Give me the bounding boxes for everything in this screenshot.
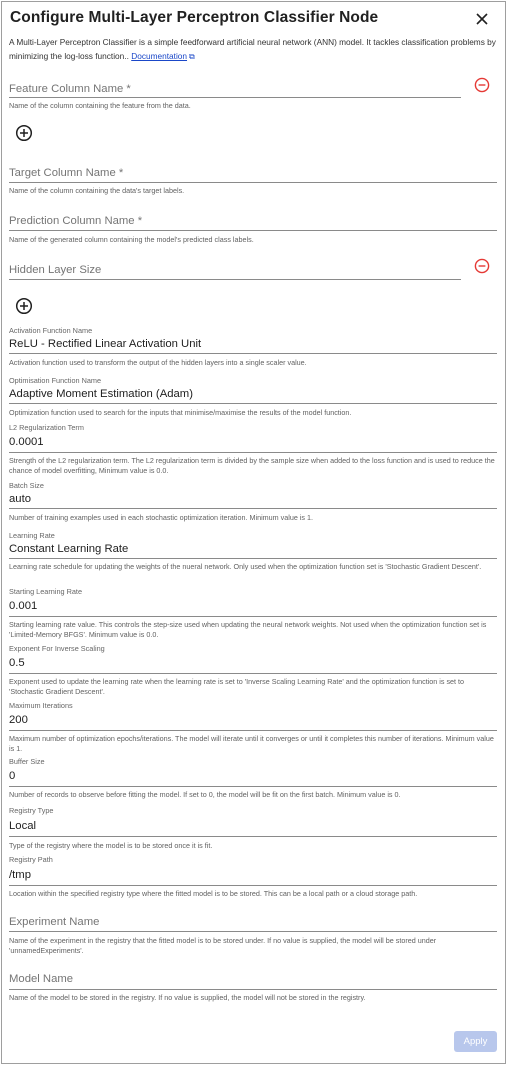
apply-button[interactable]: Apply [454, 1031, 497, 1052]
dialog-title: Configure Multi-Layer Perceptron Classifier Node [10, 9, 379, 26]
hidden-layer-field[interactable] [9, 263, 461, 283]
registry-path-help: Location within the specified registry type where the fitted model is to be stored. This can be a local path or a cloud storage path. [9, 889, 418, 898]
buffer-size-underline [9, 786, 497, 787]
exponent-underline [9, 673, 497, 674]
feature-column-input[interactable]: Feature Column Name * [9, 83, 131, 95]
buffer-size-label: Buffer Size [9, 757, 45, 766]
activation-function-field[interactable] [9, 326, 497, 368]
registry-type-help: Type of the registry where the model is to be stored once it is fit. [9, 841, 213, 850]
target-column-underline [9, 182, 497, 183]
experiment-name-help: Name of the experiment in the registry that the fitted model is to be stored under. If no value is supplied, the model will be stored under 'unnamedExperiments'. [9, 936, 437, 955]
learning-rate-label: Learning Rate [9, 531, 55, 540]
starting-learning-rate-field[interactable] [9, 587, 497, 639]
close-icon [476, 13, 488, 25]
optimisation-function-underline [9, 403, 497, 404]
activation-function-label: Activation Function Name [9, 326, 93, 335]
batch-size-label: Batch Size [9, 481, 44, 490]
model-name-field[interactable] [9, 972, 497, 1004]
model-name-input[interactable]: Model Name [9, 973, 74, 985]
exponent-field[interactable] [9, 644, 497, 696]
l2-regularization-label: L2 Regularization Term [9, 423, 84, 432]
feature-column-field[interactable] [9, 80, 461, 112]
activation-function-help: Activation function used to transform the output of the hidden layers into a single scaler value. [9, 358, 307, 367]
target-column-help: Name of the column containing the data's target labels. [9, 186, 185, 195]
optimisation-function-label: Optimisation Function Name [9, 376, 102, 385]
target-column-field[interactable] [9, 165, 497, 197]
dialog-description [9, 35, 497, 64]
external-link-icon: ⧉ [189, 52, 195, 61]
hidden-layer-input[interactable]: Hidden Layer Size [9, 264, 102, 276]
optimisation-function-help: Optimization function used to search for the inputs that minimise/maximise the results of the model function. [9, 408, 352, 417]
documentation-link[interactable]: Documentation [131, 51, 188, 61]
registry-path-underline [9, 885, 497, 886]
batch-size-help: Number of training examples used in each stochastic optimization iteration. Minimum value is 1. [9, 513, 314, 522]
experiment-name-underline [9, 931, 497, 932]
learning-rate-field[interactable] [9, 531, 497, 583]
max-iterations-label: Maximum Iterations [9, 701, 73, 710]
max-iterations-underline [9, 730, 497, 731]
configure-node-dialog [1, 1, 506, 1064]
feature-column-underline [9, 97, 461, 98]
exponent-label: Exponent For Inverse Scaling [9, 644, 105, 653]
hidden-layer-underline [9, 279, 461, 280]
learning-rate-help: Learning rate schedule for updating the weights of the nueral network. Only used when the optimization function set is 'Stochastic Gradient Descent'. [9, 562, 482, 571]
target-column-input[interactable]: Target Column Name * [9, 167, 124, 179]
l2-regularization-help: Strength of the L2 regularization term. The L2 regularization term is divided by the sample size when added to the loss function and is used to reduce the chance of model overfitting, Minimum value is 0.0. [9, 456, 495, 475]
buffer-size-help: Number of records to observe before fitting the model. If set to 0, the model will be fit on the first batch. Minimum value is 0. [9, 790, 401, 799]
prediction-column-field[interactable] [9, 214, 497, 246]
buffer-size-field[interactable] [9, 757, 497, 801]
prediction-column-underline [9, 230, 497, 231]
starting-learning-rate-help: Starting learning rate value. This controls the step-size used when updating the neural network weights. Not used when the optimization function set is 'Limited-Memory BFGS'. Minimum value is 0.0. [9, 620, 487, 639]
exponent-help: Exponent used to update the learning rate when the learning rate is set to 'Inverse Scaling Learning Rate' and the optimization function is set to 'Stochastic Gradient Descent'. [9, 677, 465, 696]
registry-type-label: Registry Type [9, 806, 54, 815]
registry-type-field[interactable] [9, 806, 497, 850]
starting-learning-rate-input[interactable]: 0.001 [9, 600, 38, 612]
activation-function-underline [9, 353, 497, 354]
l2-regularization-field[interactable] [9, 423, 497, 475]
batch-size-underline [9, 508, 497, 509]
l2-regularization-input[interactable]: 0.0001 [9, 436, 44, 448]
learning-rate-underline [9, 558, 497, 559]
add-hidden-layer-icon[interactable] [15, 297, 33, 315]
prediction-column-help: Name of the generated column containing the model's predicted class labels. [9, 235, 254, 244]
add-feature-column-icon[interactable] [15, 124, 33, 142]
model-name-help: Name of the model to be stored in the registry. If no value is supplied, the model will not be stored in the registry. [9, 993, 366, 1002]
registry-path-field[interactable] [9, 855, 497, 899]
registry-type-select[interactable]: Local [9, 820, 37, 832]
close-button[interactable] [472, 9, 492, 29]
optimisation-function-field[interactable] [9, 376, 497, 418]
batch-size-field[interactable] [9, 481, 497, 525]
description-text: A Multi-Layer Perceptron Classifier is a simple feedforward artificial neural network (ANN) model. It tackles classification problems by minimizing the log-loss function.. [9, 37, 496, 61]
prediction-column-input[interactable]: Prediction Column Name * [9, 215, 143, 227]
feature-column-help: Name of the column containing the feature from the data. [9, 101, 191, 110]
registry-type-underline [9, 836, 497, 837]
max-iterations-input[interactable]: 200 [9, 714, 28, 726]
registry-path-label: Registry Path [9, 855, 53, 864]
registry-path-input[interactable]: /tmp [9, 869, 31, 881]
optimisation-function-select[interactable]: Adaptive Moment Estimation (Adam) [9, 388, 193, 400]
model-name-underline [9, 989, 497, 990]
max-iterations-field[interactable] [9, 701, 497, 753]
max-iterations-help: Maximum number of optimization epochs/iterations. The model will iterate until it converges or until it completes this number of iterations. Minimum value is 1. [9, 734, 494, 753]
activation-function-select[interactable]: ReLU - Rectified Linear Activation Unit [9, 338, 202, 350]
remove-feature-column-icon[interactable] [474, 77, 490, 93]
l2-regularization-underline [9, 452, 497, 453]
remove-hidden-layer-icon[interactable] [474, 258, 490, 274]
exponent-input[interactable]: 0.5 [9, 657, 25, 669]
starting-learning-rate-label: Starting Learning Rate [9, 587, 83, 596]
buffer-size-input[interactable]: 0 [9, 770, 16, 782]
experiment-name-field[interactable] [9, 915, 497, 959]
batch-size-input[interactable]: auto [9, 493, 31, 505]
learning-rate-select[interactable]: Constant Learning Rate [9, 543, 129, 555]
starting-learning-rate-underline [9, 616, 497, 617]
experiment-name-input[interactable]: Experiment Name [9, 916, 100, 928]
